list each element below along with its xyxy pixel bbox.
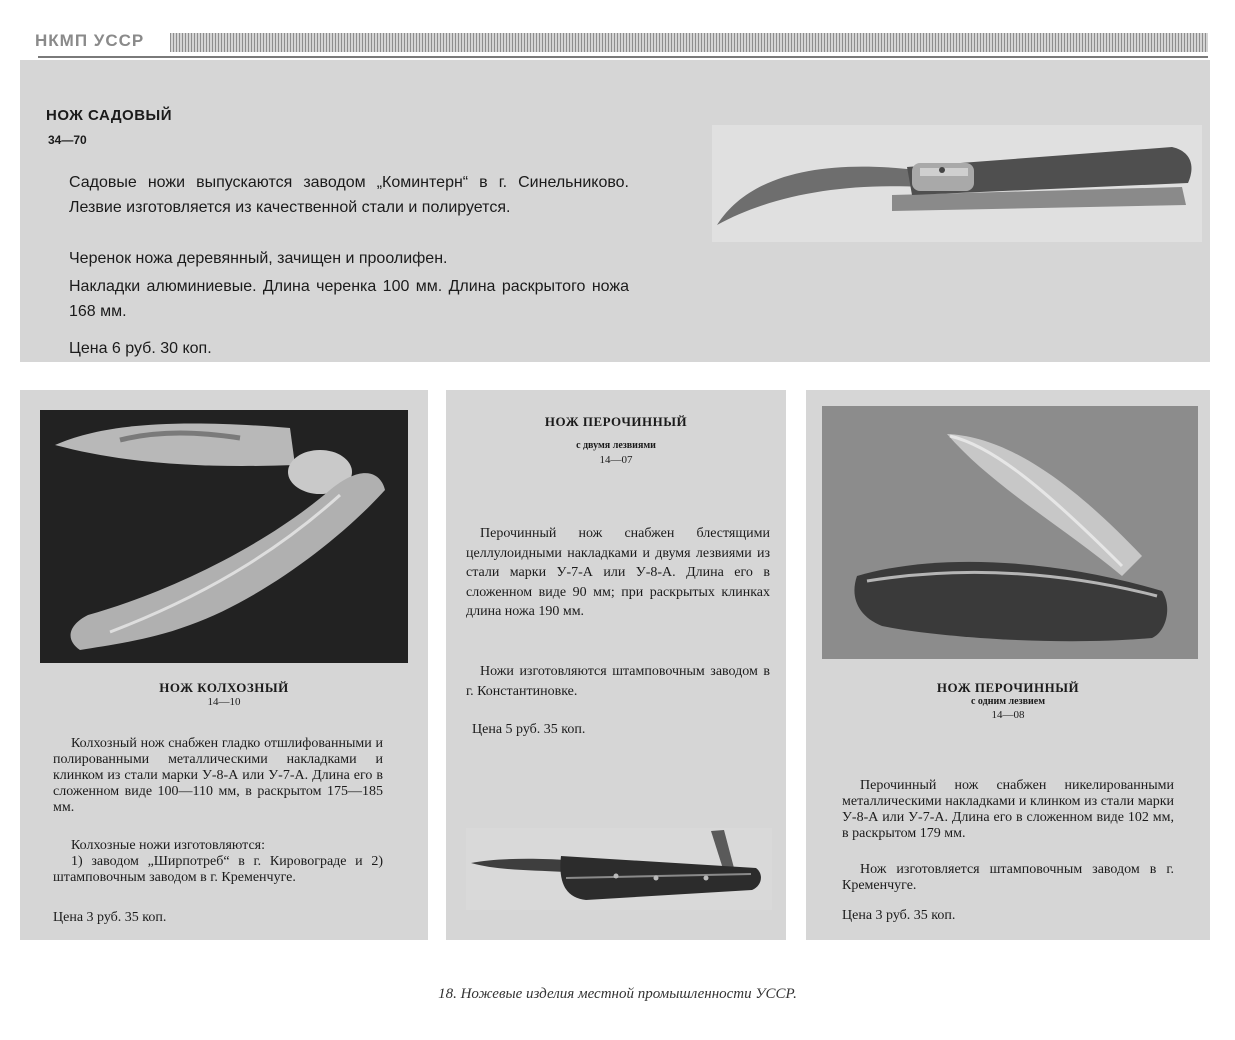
pen-knife-two-code: 14—07 bbox=[599, 454, 633, 466]
pen-knife-two-image bbox=[466, 828, 772, 910]
header-rule bbox=[38, 56, 1208, 58]
kolkhoz-knife-text-3: 1) заводом „Ширпотреб“ в г. Кировограде и 2) штамповочным заводом в г. Кременчуге. bbox=[53, 854, 383, 885]
pen-knife-one-photo bbox=[822, 406, 1198, 659]
pen-knife-two-subtitle: с двумя лезвиями bbox=[576, 440, 656, 451]
figure-caption: 18. Ножевые изделия местной промышленности УССР. bbox=[438, 986, 797, 1002]
garden-knife-photo bbox=[712, 125, 1202, 242]
kolkhoz-knife-title: НОЖ КОЛХОЗНЫЙ bbox=[159, 680, 289, 695]
garden-knife-text-3: Накладки алюминиевые. Длина черенка 100 мм. Длина раскрытого ножа 168 мм. bbox=[69, 278, 629, 320]
pen-knife-two-photo bbox=[466, 828, 772, 910]
header-label: НКМП УССР bbox=[35, 31, 145, 50]
kolkhoz-knife-price: Цена 3 руб. 35 коп. bbox=[53, 910, 167, 925]
pen-knife-two-price: Цена 5 руб. 35 коп. bbox=[472, 722, 586, 737]
kolkhoz-knife-photo bbox=[40, 410, 408, 663]
garden-knife-code: 34—70 bbox=[48, 133, 87, 147]
pen-knife-one-subtitle: с одним лезвием bbox=[970, 696, 1046, 707]
garden-knife-title: НОЖ САДОВЫЙ bbox=[46, 107, 173, 124]
kolkhoz-knife-image bbox=[40, 410, 408, 663]
pen-knife-one-title: НОЖ ПЕРОЧИННЫЙ bbox=[936, 680, 1080, 695]
garden-knife-image bbox=[712, 125, 1202, 242]
pen-knife-two-title: НОЖ ПЕРОЧИННЫЙ bbox=[544, 414, 688, 429]
pen-knife-one-code: 14—08 bbox=[991, 709, 1025, 721]
kolkhoz-knife-text-2: Колхозные ножи изготовляются: bbox=[71, 838, 265, 853]
pen-knife-two-text-2: Ножи изготовляются штамповочным заводом в г. Константиновке. bbox=[466, 664, 770, 699]
pen-knife-one-price: Цена 3 руб. 35 коп. bbox=[842, 908, 956, 923]
garden-knife-text-1: Садовые ножи выпускаются заводом „Коминтерн“ в г. Синельниково. Лезвие изготовляется из качественной стали и полируется. bbox=[69, 174, 629, 216]
header-stripe bbox=[170, 33, 1208, 52]
pen-knife-one-text-2: Нож изготовляется штамповочным заводом в г. Кременчуге. bbox=[842, 862, 1174, 893]
pen-knife-two-text-1: Перочинный нож снабжен блестящими целлулоидными накладками и двумя лезвиями из стали марки У-7-А или У-8-А. Длина его в сложенном виде 90 мм; при раскрытых клинках длина ножа 190 мм. bbox=[466, 526, 770, 619]
garden-knife-text-2: Черенок ножа деревянный, зачищен и проолифен. bbox=[69, 250, 448, 267]
pen-knife-one-text-1: Перочинный нож снабжен никелированными металлическими накладками и клинком из стали марки У-8-А или У-7-А. Длина его в сложенном виде 102 мм, в раскрытом 179 мм. bbox=[842, 778, 1174, 841]
kolkhoz-knife-code: 14—10 bbox=[207, 696, 241, 708]
garden-knife-price: Цена 6 руб. 30 коп. bbox=[69, 340, 212, 357]
kolkhoz-knife-text-1: Колхозный нож снабжен гладко отшлифованными и полированными металлическими накладками и клинком из стали марки У-8-А или У-7-А. Длина его в сложенном виде 100—110 мм, в раскрытом 175—185 мм. bbox=[53, 736, 383, 815]
pen-knife-one-image bbox=[822, 406, 1198, 659]
